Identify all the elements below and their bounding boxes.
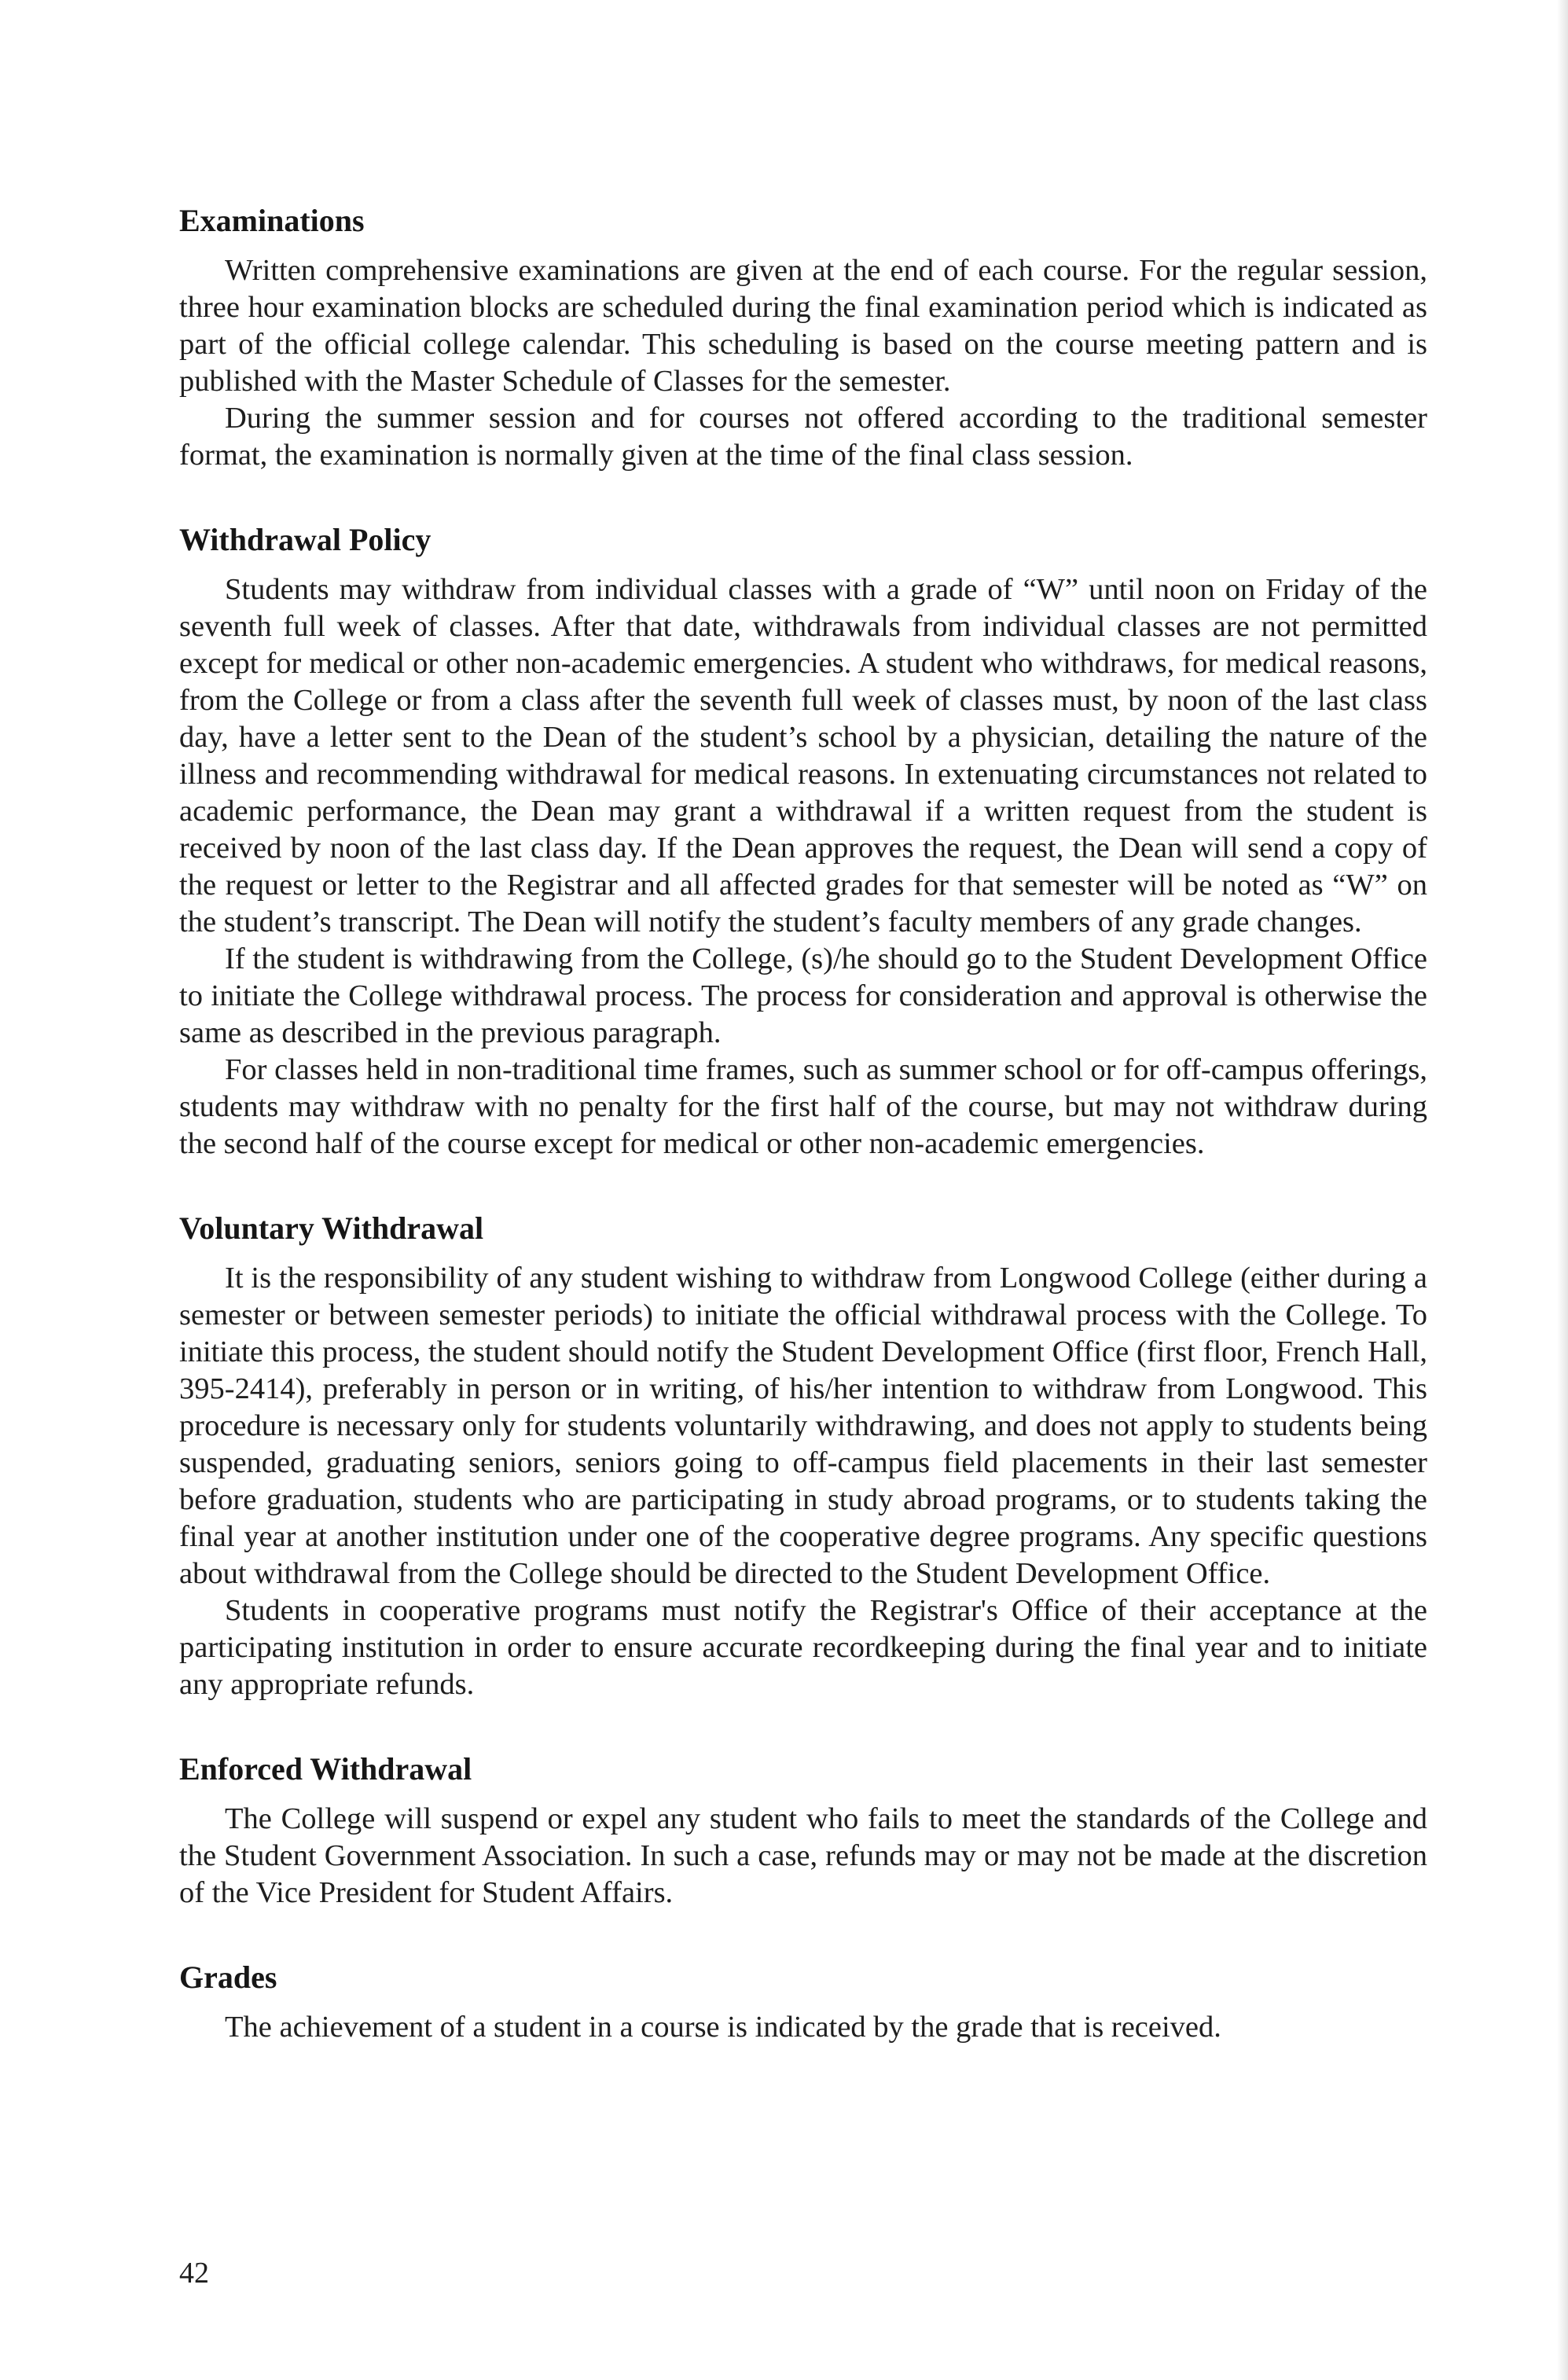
paragraph: Written comprehensive examinations are given at the end of each course. For the regular session, three hour examination blocks are scheduled during the final examination period which is indicated as part of the official college calendar. This scheduling is based on the course meeting pattern and is published with the Master Schedule of Classes for the semester. — [179, 254, 1427, 398]
paragraph: During the summer session and for courses not offered according to the traditional semester format, the examination is normally given at the time of the final class session. — [179, 402, 1427, 472]
section-heading: Examinations — [179, 203, 365, 238]
section-heading: Enforced Withdrawal — [179, 1751, 472, 1787]
section-withdrawal-policy — [179, 520, 1427, 1162]
section-heading: Voluntary Withdrawal — [179, 1210, 484, 1246]
section-voluntary-withdrawal — [179, 1208, 1427, 1703]
paragraph: Students in cooperative programs must notify the Registrar's Office of their acceptance at the participating institution in order to ensure accurate recordkeeping during the final year and to initiate any appropriate refunds. — [179, 1594, 1427, 1701]
paragraph: The College will suspend or expel any student who fails to meet the standards of the College and the Student Government Association. In such a case, refunds may or may not be made at the discretion of the Vice President for Student Affairs. — [179, 1802, 1427, 1909]
section-grades — [179, 1957, 1427, 2046]
section-enforced-withdrawal — [179, 1749, 1427, 1912]
paragraph: Students may withdraw from individual classes with a grade of “W” until noon on Friday of the seventh full week of classes. After that date, withdrawals from individual classes are not permitted except for medical or other non-academic emergencies. A student who withdraws, for medical reasons, from the College or from a class after the seventh full week of classes must, by noon of the last class day, have a letter sent to the Dean of the student’s school by a physician, detailing the nature of the illness and recommending withdrawal for medical reasons. In extenuating circumstances not related to academic performance, the Dean may grant a withdrawal if a written request from the student is received by noon of the last class day. If the Dean approves the request, the Dean will send a copy of the request or letter to the Registrar and all affected grades for that semester will be noted as “W” on the student’s transcript. The Dean will notify the student’s faculty members of any grade changes. — [179, 573, 1427, 938]
page-edge-shadow — [1557, 0, 1568, 2380]
paragraph: It is the responsibility of any student wishing to withdraw from Longwood College (either during a semester or between semester periods) to initiate the official withdrawal process with the College. To initiate this process, the student should notify the Student Development Office (first floor, French Hall, 395-2414), preferably in person or in writing, of his/her intention to withdraw from Longwood. This procedure is necessary only for students voluntarily withdrawing, and does not apply to students being suspended, graduating seniors, seniors going to off-campus field placements in their last semester before graduation, students who are participating in study abroad programs, or to students taking the final year at another institution under one of the cooperative degree programs. Any specific questions about withdrawal from the College should be directed to the Student Development Office. — [179, 1262, 1427, 1590]
paragraph: If the student is withdrawing from the College, (s)/he should go to the Student Development Office to initiate the College withdrawal process. The process for consideration and approval is otherwise the same as described in the previous paragraph. — [179, 942, 1427, 1049]
section-heading: Grades — [179, 1959, 277, 1995]
paragraph: The achievement of a student in a course is indicated by the grade that is received. — [225, 2011, 1221, 2044]
section-examinations — [179, 200, 1427, 474]
page-content — [179, 200, 1427, 2046]
section-heading: Withdrawal Policy — [179, 522, 431, 557]
paragraph: For classes held in non-traditional time frames, such as summer school or for off-campus offerings, students may withdraw with no penalty for the first half of the course, but may not withdraw during the second half of the course except for medical or other non-academic emergencies. — [179, 1053, 1427, 1160]
page-number: 42 — [179, 2257, 209, 2290]
